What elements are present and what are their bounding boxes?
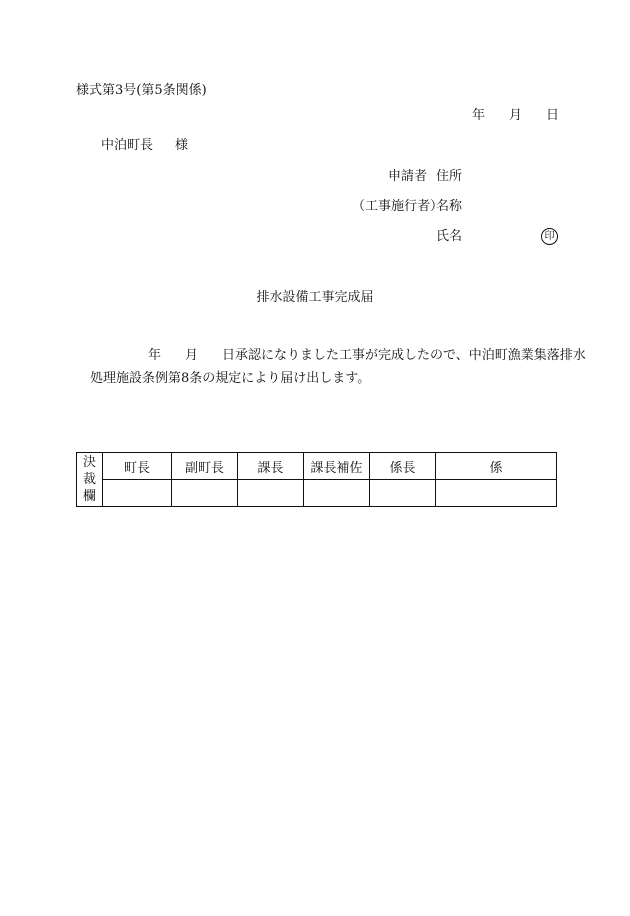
stamp-cell-deputy-mayor[interactable] [172, 480, 238, 507]
body-line-1 [148, 348, 586, 364]
approval-label-char: 欄 [82, 489, 96, 504]
date-day: 日 [546, 108, 560, 123]
name-label: 氏名 [436, 229, 463, 244]
column-header-staff: 係 [436, 453, 557, 480]
date-year: 年 [472, 108, 486, 123]
body-line1-rest: 日承認になりました工事が完成したので、中泊町漁業集落排水 [222, 348, 586, 363]
corp-name-label: 名称 [436, 199, 463, 214]
stamp-cell-mayor[interactable] [103, 480, 172, 507]
stamp-cell-assistant-chief[interactable] [304, 480, 370, 507]
approval-label-char: 裁 [82, 472, 96, 487]
contractor-label: （工事施行者） [352, 199, 444, 214]
column-header-section-chief: 課長 [238, 453, 304, 480]
stamp-cell-subsection-chief[interactable] [370, 480, 436, 507]
form-number: 様式第3号(第5条関係) [76, 83, 207, 98]
approval-table [76, 452, 557, 507]
address-label: 住所 [436, 169, 463, 184]
stamp-cell-staff[interactable] [436, 480, 557, 507]
stamp-cell-section-chief[interactable] [238, 480, 304, 507]
column-header-assistant-chief: 課長補佐 [304, 453, 370, 480]
body-line-2: 処理施設条例第8条の規定により届け出します。 [90, 371, 371, 386]
date-month: 月 [509, 108, 523, 123]
column-header-deputy-mayor: 副町長 [172, 453, 238, 480]
applicant-label: 申請者 [388, 169, 428, 184]
column-header-mayor: 町長 [103, 453, 172, 480]
addressee [101, 138, 188, 154]
body-month: 月 [185, 348, 199, 363]
body-year: 年 [148, 348, 162, 363]
date-line [472, 108, 559, 124]
addressee-name: 中泊町長 [101, 138, 154, 153]
document-title: 排水設備工事完成届 [256, 290, 374, 305]
addressee-honorific: 様 [175, 138, 189, 153]
seal-mark: 印 [541, 228, 558, 245]
column-header-subsection-chief: 係長 [370, 453, 436, 480]
approval-label [77, 453, 103, 507]
approval-label-char: 決 [82, 455, 96, 470]
